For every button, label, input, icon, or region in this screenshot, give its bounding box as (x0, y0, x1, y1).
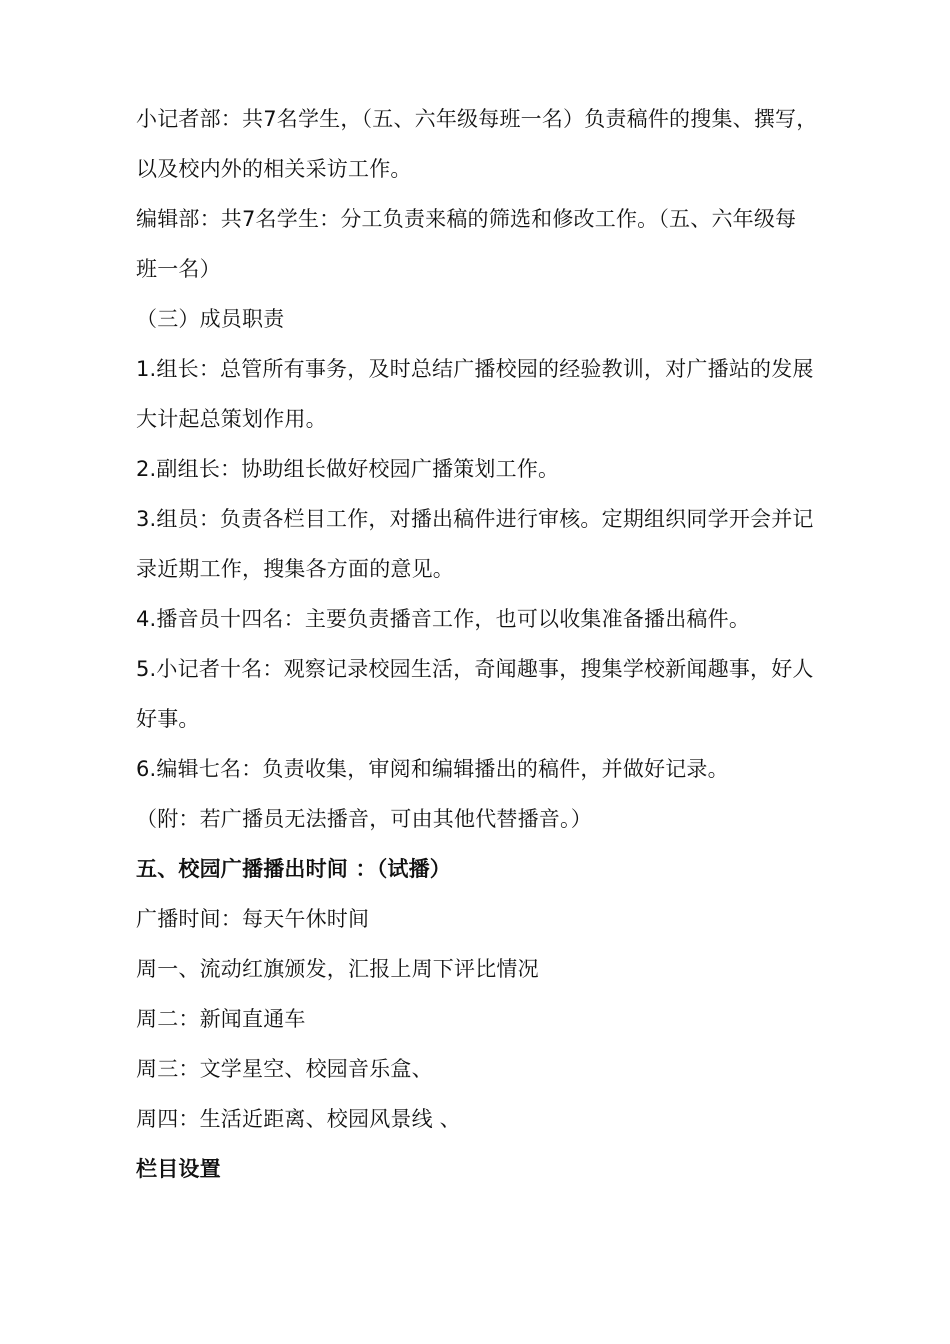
text-line: 大计起总策划作用。 (136, 407, 327, 431)
text-line: 周三：文学星空、校园音乐盒、 (136, 1057, 433, 1081)
text-line: 3.组员：负责各栏目工作，对播出稿件进行审核。定期组织同学开会并记 (136, 507, 814, 531)
text-line: 周二：新闻直通车 (136, 1007, 306, 1031)
text-line: 5.小记者十名：观察记录校园生活，奇闻趣事，搜集学校新闻趣事，好人 (136, 657, 814, 681)
text-line: （附：若广播员无法播音，可由其他代替播音。） (136, 807, 592, 831)
text-line: 周四：生活近距离、校园风景线 、 (136, 1107, 461, 1131)
document-body (136, 94, 856, 1194)
text-line: 以及校内外的相关采访工作。 (136, 157, 412, 181)
text-line: 周一、流动红旗颁发，汇报上周下评比情况 (136, 957, 539, 981)
section-subheading: （三）成员职责 (136, 307, 285, 331)
section-heading: 栏目设置 (136, 1157, 221, 1181)
text-line: 好事。 (136, 707, 200, 731)
text-line: 4.播音员十四名：主要负责播音工作，也可以收集准备播出稿件。 (136, 607, 751, 631)
text-line: 广播时间：每天午休时间 (136, 907, 370, 931)
text-line: 编辑部：共7名学生：分工负责来稿的筛选和修改工作。（五、六年级每 (136, 207, 797, 231)
text-line: 班一名） (136, 257, 221, 281)
text-line: 小记者部：共7名学生，（五、六年级每班一名）负责稿件的搜集、撰写， (136, 107, 818, 131)
text-line: 录近期工作，搜集各方面的意见。 (136, 557, 454, 581)
text-line: 2.副组长：协助组长做好校园广播策划工作。 (136, 457, 560, 481)
text-line: 6.编辑七名：负责收集，审阅和编辑播出的稿件，并做好记录。 (136, 757, 729, 781)
section-heading: 五、校园广播播出时间 ：（试播） (136, 857, 452, 881)
text-line: 1.组长：总管所有事务，及时总结广播校园的经验教训，对广播站的发展 (136, 357, 814, 381)
